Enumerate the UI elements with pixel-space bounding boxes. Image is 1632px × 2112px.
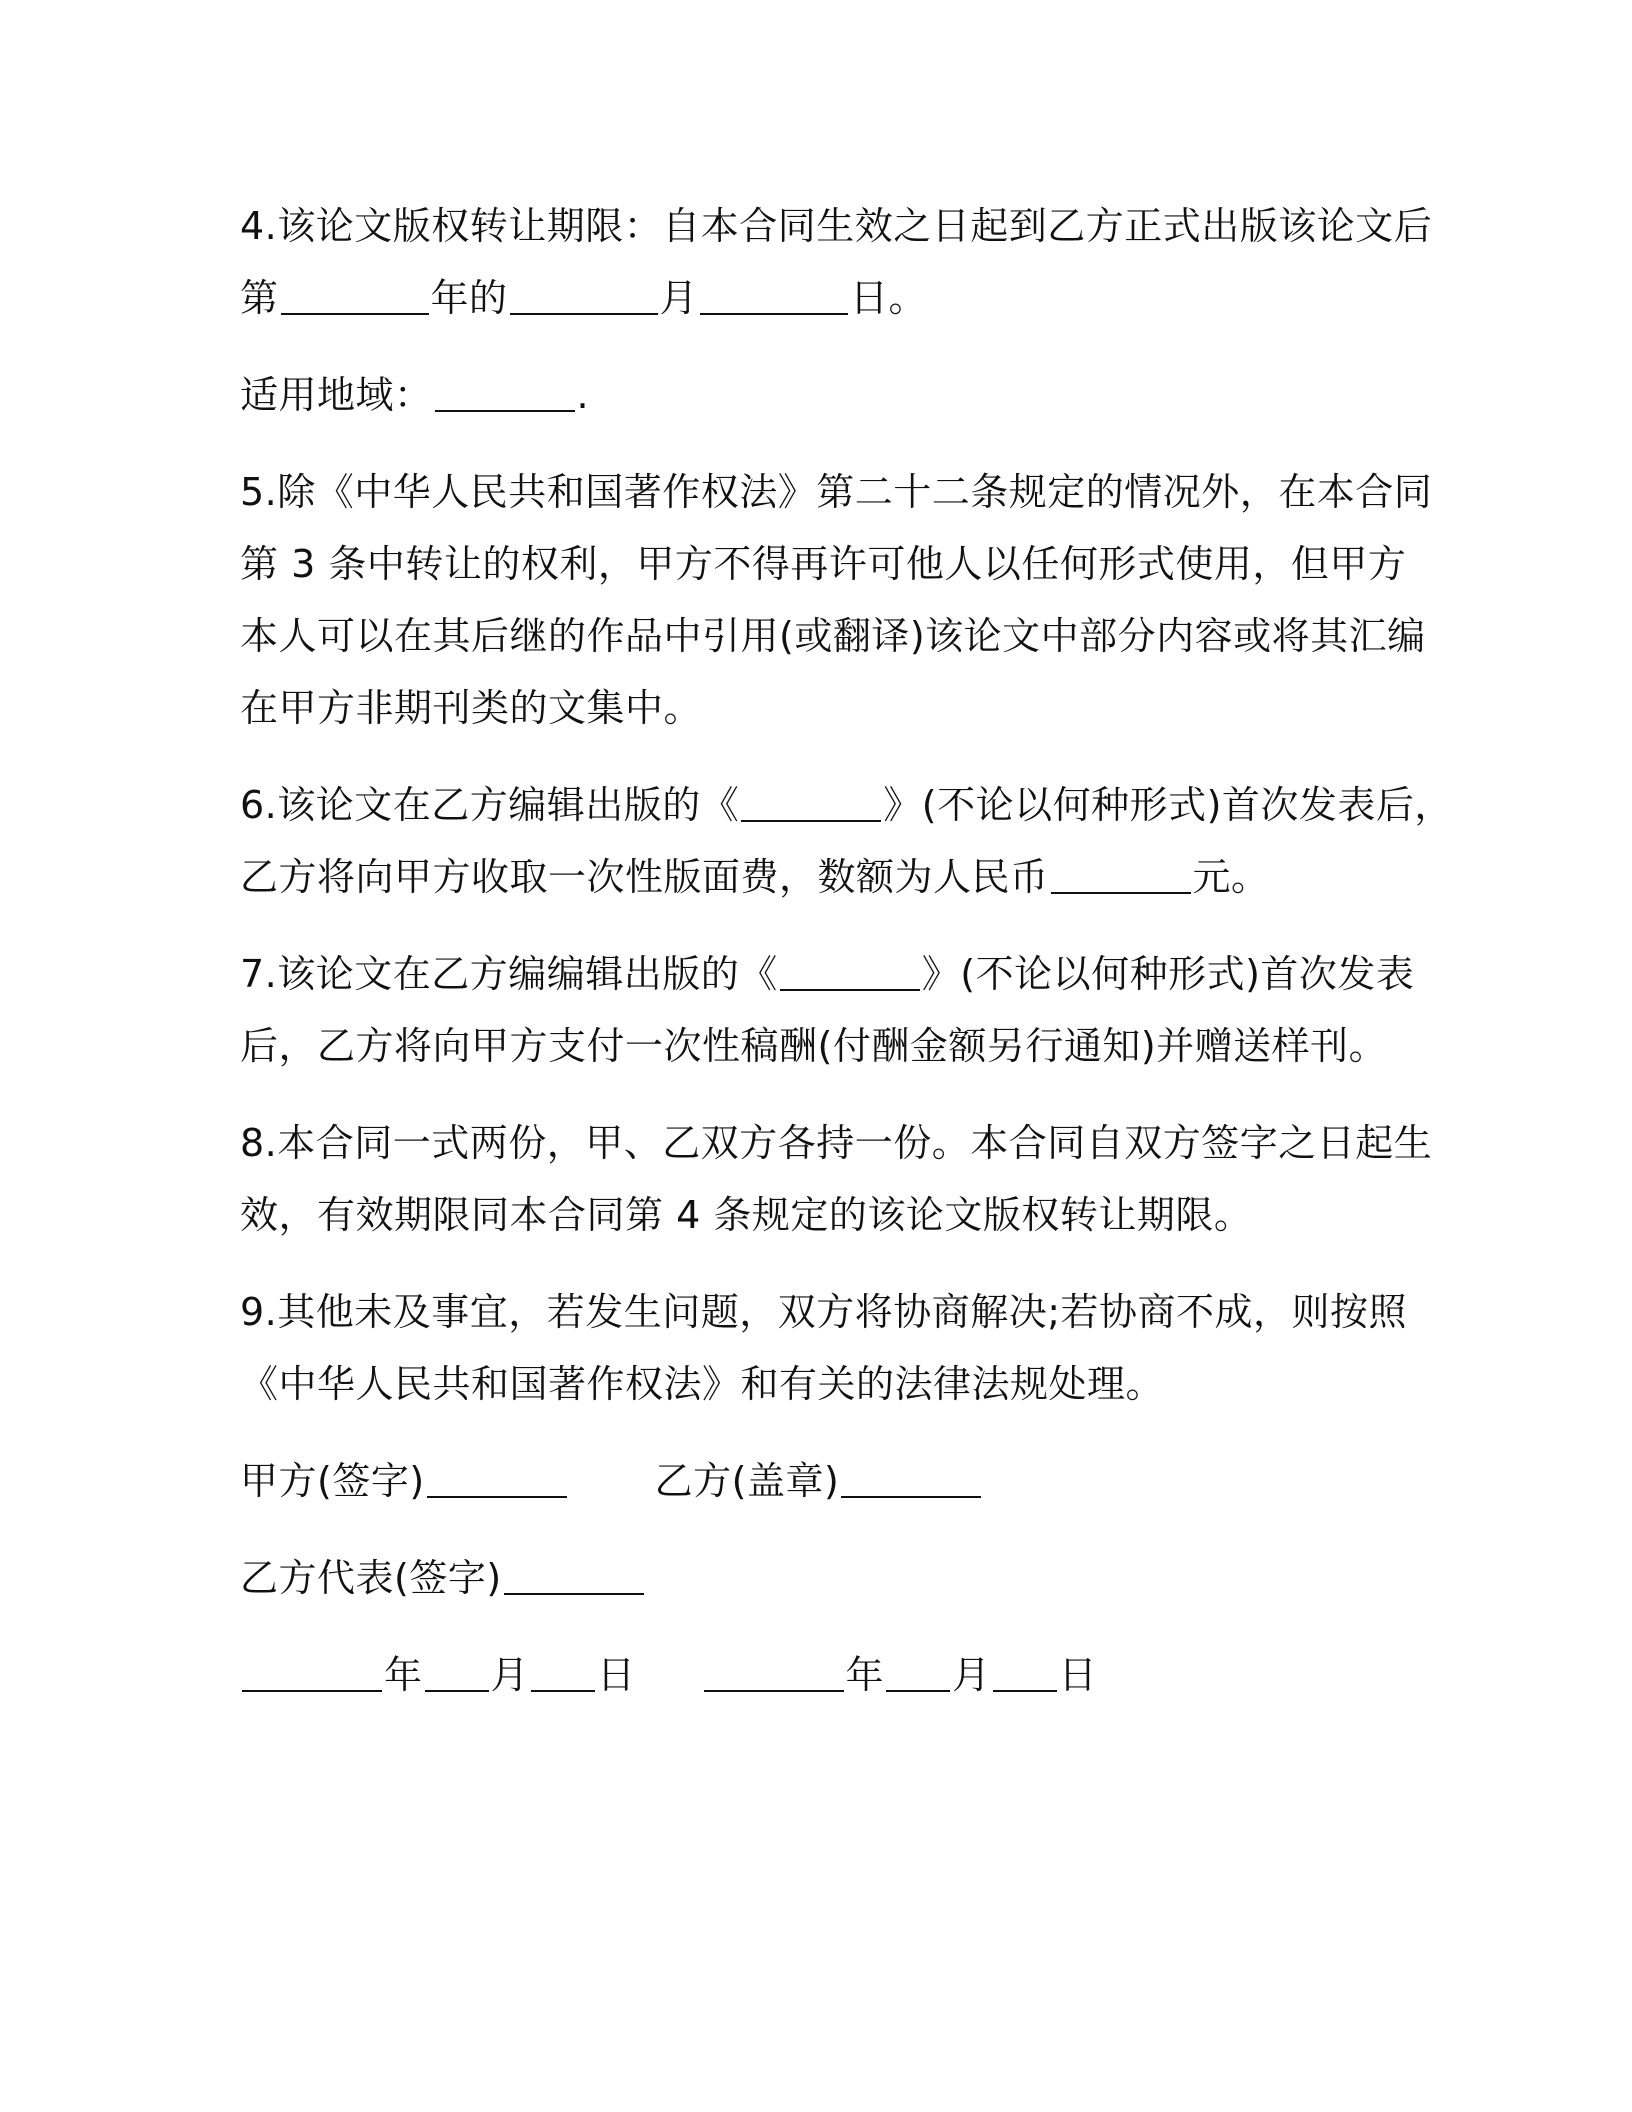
- clause-7-text-a: 7.该论文在乙方编编辑出版的《: [240, 952, 778, 996]
- clause-7-line-2: 后，乙方将向甲方支付一次性稿酬(付酬金额另行通知)并赠送样刊。: [240, 1024, 1388, 1068]
- clause-6-line-1: [240, 769, 1453, 841]
- party-b-rep-signature-blank[interactable]: [504, 1559, 644, 1595]
- clause-6-text-a: 6.该论文在乙方编辑出版的《: [240, 783, 740, 827]
- day-blank[interactable]: [700, 279, 848, 315]
- party-b-month-blank[interactable]: [886, 1656, 950, 1692]
- party-b-month-label: 月: [952, 1653, 991, 1697]
- clause-5-line-2: 第 3 条中转让的权利，甲方不得再许可他人以任何形式使用，但甲方: [240, 542, 1407, 586]
- clause-7-text-b: 》(不论以何种形式)首次发表: [921, 952, 1415, 996]
- clause-8: [240, 1107, 1433, 1251]
- clause-8-line-1: 8.本合同一式两份，甲、乙双方各持一份。本合同自双方签字之日起生: [240, 1121, 1433, 1165]
- contract-body: [240, 190, 1453, 1736]
- party-a-year-blank[interactable]: [242, 1656, 382, 1692]
- signature-row-dates: [240, 1639, 1390, 1711]
- month-blank[interactable]: [510, 279, 658, 315]
- clause-4: [240, 190, 1433, 334]
- clause-4-month-text: 月: [659, 276, 699, 320]
- clause-6-text-b: 》(不论以何种形式)首次发表后，: [883, 783, 1453, 827]
- party-a-day-label: 日: [597, 1653, 636, 1697]
- party-b-date: [702, 1639, 1098, 1711]
- clause-4-line-2: [240, 262, 1390, 334]
- party-b-day-blank[interactable]: [993, 1656, 1057, 1692]
- clause-5-line-3: 本人可以在其后继的作品中引用(或翻译)该论文中部分内容或将其汇编: [240, 614, 1426, 658]
- party-b-year-label: 年: [845, 1653, 885, 1697]
- party-a-month-label: 月: [490, 1653, 530, 1697]
- party-b-label: 乙方(盖章): [654, 1459, 840, 1503]
- clause-9-line-2: 《中华人民共和国著作权法》和有关的法律法规处理。: [240, 1362, 1165, 1406]
- clause-7: [240, 938, 1415, 1082]
- party-a-day-blank[interactable]: [531, 1656, 595, 1692]
- clause-6-text-d: 元。: [1192, 855, 1270, 899]
- party-b-rep-label: 乙方代表(签字): [240, 1556, 502, 1600]
- region-suffix: .: [576, 373, 590, 417]
- party-a-month-blank[interactable]: [425, 1656, 489, 1692]
- clause-6: [240, 769, 1453, 913]
- region-label: 适用地域：: [240, 373, 433, 417]
- journal-name-blank[interactable]: [741, 786, 881, 822]
- signature-row-parties: [240, 1445, 1390, 1517]
- clause-4-line-1: 4.该论文版权转让期限：自本合同生效之日起到乙方正式出版该论文后: [240, 204, 1433, 248]
- year-count-blank[interactable]: [281, 279, 429, 315]
- party-a-signature: [240, 1445, 569, 1517]
- party-b-year-blank[interactable]: [704, 1656, 844, 1692]
- clause-9: [240, 1276, 1408, 1420]
- party-a-label: 甲方(签字): [240, 1459, 425, 1503]
- applicable-region: [240, 359, 1390, 431]
- clause-5-line-4: 在甲方非期刊类的文集中。: [240, 686, 703, 730]
- clause-4-day-text: 日。: [850, 276, 928, 320]
- clause-4-prefix: 第: [240, 276, 279, 320]
- clause-5: [240, 456, 1433, 744]
- clause-6-text-c: 乙方将向甲方收取一次性版面费，数额为人民币: [240, 855, 1049, 899]
- clause-8-line-2: 效，有效期限同本合同第 4 条规定的该论文版权转让期限。: [240, 1193, 1253, 1237]
- clause-5-line-1: 5.除《中华人民共和国著作权法》第二十二条规定的情况外，在本合同: [240, 470, 1433, 514]
- clause-9-line-1: 9.其他未及事宜，若发生问题，双方将协商解决;若协商不成，则按照: [240, 1290, 1408, 1334]
- party-b-seal: [655, 1445, 984, 1517]
- party-a-date: [240, 1639, 636, 1711]
- region-line: [240, 359, 1390, 431]
- signature-row-representative: [240, 1542, 1390, 1614]
- fee-amount-blank[interactable]: [1051, 858, 1191, 894]
- region-blank[interactable]: [435, 376, 575, 412]
- journal-name-blank-2[interactable]: [780, 955, 920, 991]
- clause-4-year-text: 年的: [430, 276, 508, 320]
- clause-6-line-2: [240, 841, 1390, 913]
- party-b-day-label: 日: [1058, 1653, 1098, 1697]
- party-b-seal-blank[interactable]: [841, 1462, 981, 1498]
- party-a-signature-blank[interactable]: [427, 1462, 567, 1498]
- clause-7-line-1: [240, 938, 1415, 1010]
- party-a-year-label: 年: [384, 1653, 423, 1697]
